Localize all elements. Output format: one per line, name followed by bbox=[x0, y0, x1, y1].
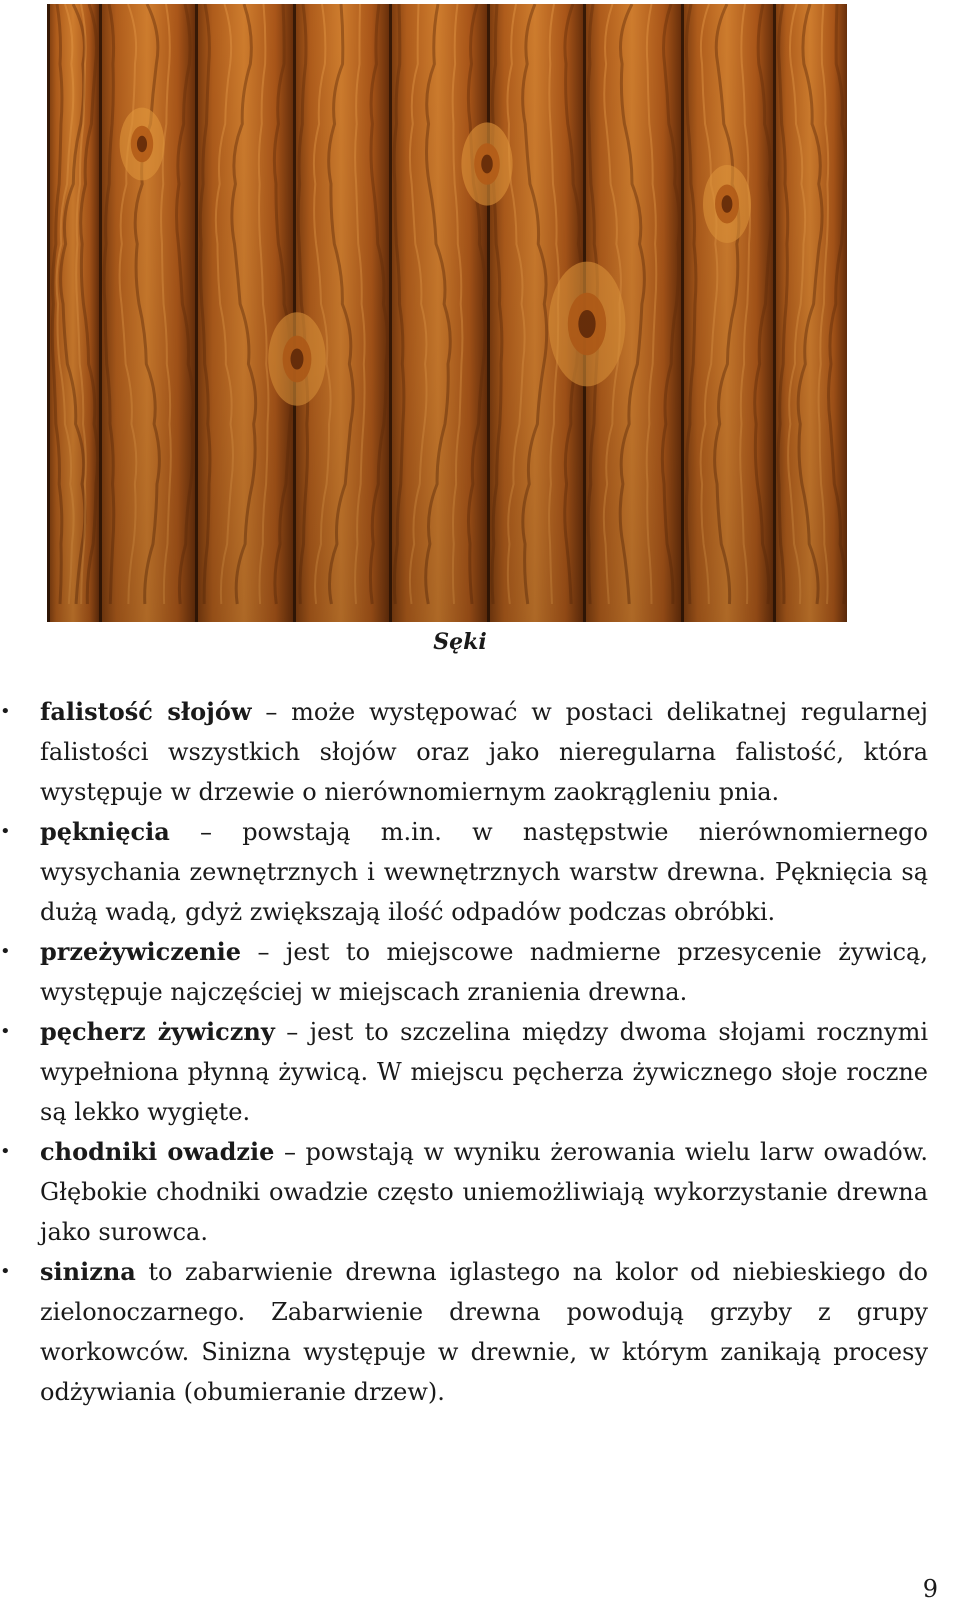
list-item-pekniecia bbox=[0, 812, 928, 932]
list-item-falistosc-slojow bbox=[0, 692, 928, 812]
term-separator: – bbox=[241, 938, 286, 966]
list-item-sinizna bbox=[0, 1252, 928, 1412]
list-item-przezywiczenie bbox=[0, 932, 928, 1012]
defect-term: pęknięcia bbox=[40, 817, 170, 846]
defect-term: pęcherz żywiczny bbox=[40, 1017, 275, 1046]
defect-description: może występować w postaci delikatnej regularnej falistości wszystkich słojów oraz jako nieregularna falistość, która występuje w drzewie o nierównomiernym zaokrągleniu pnia. bbox=[40, 698, 928, 806]
defect-term: sinizna bbox=[40, 1257, 136, 1286]
bullet-icon: • bbox=[0, 701, 11, 722]
bullet-icon: • bbox=[0, 1141, 11, 1162]
list-item-pecherz-zywiczny bbox=[0, 1012, 928, 1132]
figure-caption: Sęki bbox=[433, 629, 487, 655]
defect-description: jest to miejscowe nadmierne przesycenie żywicą, występuje najczęściej w miejscach zranienia drewna. bbox=[40, 938, 928, 1006]
bullet-icon: • bbox=[0, 941, 11, 962]
wood-defects-list bbox=[0, 692, 960, 1412]
defect-term: falistość słojów bbox=[40, 697, 252, 726]
bullet-icon: • bbox=[0, 821, 11, 842]
defect-term: przeżywiczenie bbox=[40, 937, 242, 966]
bullet-icon: • bbox=[0, 1261, 11, 1282]
defect-description: powstają m.in. w następstwie nierównomiernego wysychania zewnętrznych i wewnętrznych warstw drewna. Pęknięcia są dużą wadą, gdyż zwiększają ilość odpadów podczas obróbki. bbox=[40, 818, 928, 926]
term-separator: – bbox=[274, 1138, 306, 1166]
wood-plank-photo bbox=[47, 4, 847, 622]
defect-term: chodniki owadzie bbox=[40, 1137, 275, 1166]
defect-description: powstają w wyniku żerowania wielu larw owadów. Głębokie chodniki owadzie często uniemożliwiają wykorzystanie drewna jako surowca. bbox=[40, 1138, 928, 1246]
term-separator bbox=[136, 1258, 149, 1286]
page-number: 9 bbox=[922, 1575, 938, 1603]
defect-description: jest to szczelina między dwoma słojami rocznymi wypełniona płynną żywicą. W miejscu pęcherza żywicznego słoje roczne są lekko wygięte. bbox=[40, 1018, 929, 1126]
term-separator: – bbox=[251, 698, 292, 726]
list-item-chodniki-owadzie bbox=[0, 1132, 928, 1252]
defect-description: to zabarwienie drewna iglastego na kolor od niebieskiego do zielonoczarnego. Zabarwienie drewna powodują grzyby z grupy workowców. Sinizna występuje w drewnie, w którym zanikają procesy odżywiania (obumieranie drzew). bbox=[40, 1258, 928, 1406]
term-separator: – bbox=[169, 818, 243, 846]
term-separator: – bbox=[274, 1018, 310, 1046]
bullet-icon: • bbox=[0, 1021, 11, 1042]
